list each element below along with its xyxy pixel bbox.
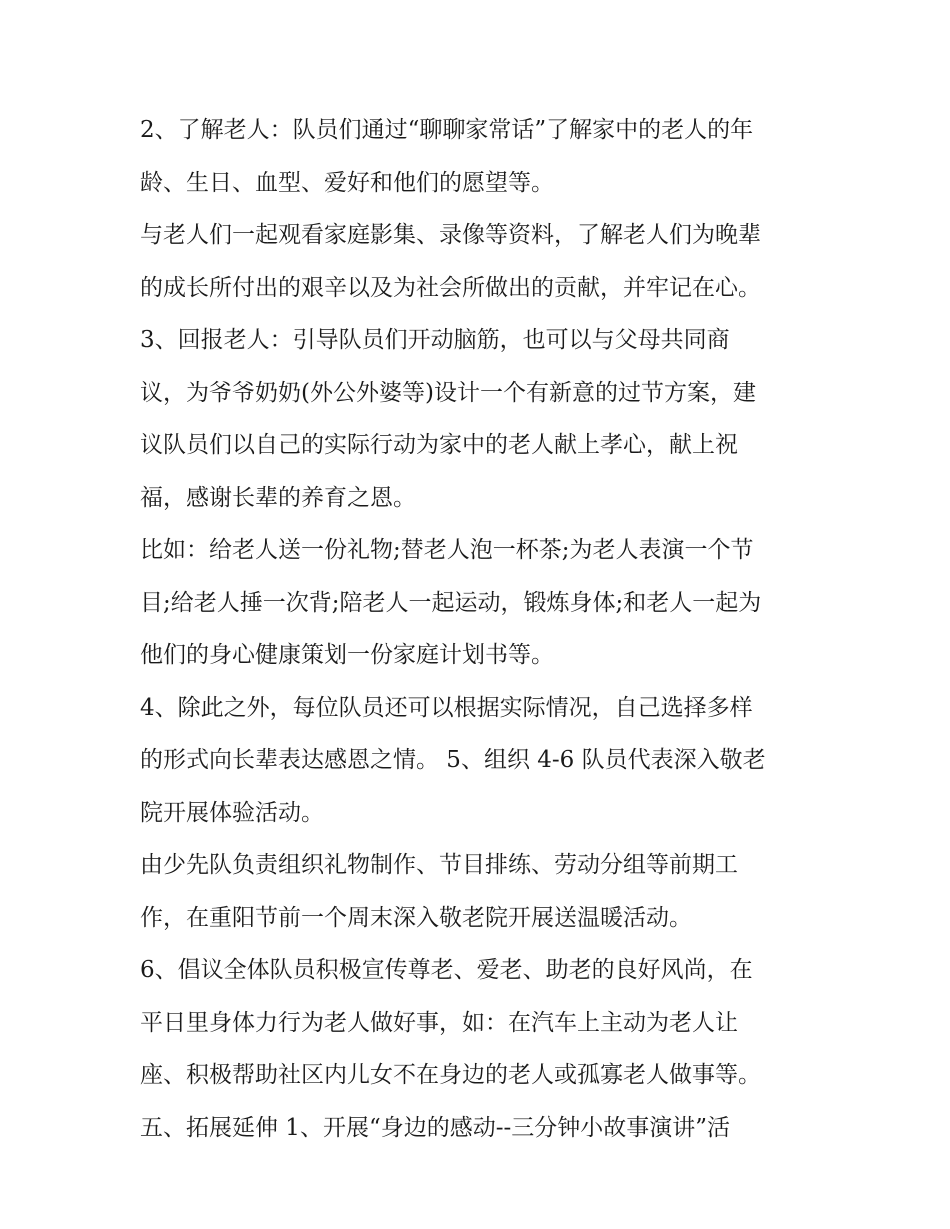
text-line: 与老人们一起观看家庭影集、录像等资料，了解老人们为晚辈 <box>140 222 761 248</box>
document-page <box>140 104 820 1154</box>
paragraph-examples <box>140 524 820 682</box>
text-line: 平日里身体力行为老人做好事，如：在汽车上主动为老人让 <box>140 1009 738 1036</box>
text-line: 3、回报老人：引导队员们开动脑筋，也可以与父母共同商 <box>140 327 730 353</box>
paragraph-pioneers <box>140 839 820 944</box>
paragraph-initiative <box>140 944 820 1102</box>
paragraph-other-forms <box>140 682 820 840</box>
paragraph-know-elders <box>140 104 820 209</box>
text-line: 福，感谢长辈的养育之恩。 <box>140 484 416 511</box>
text-line: 座、积极帮助社区内儿女不在身边的老人或孤寡老人做事等。 <box>140 1062 761 1088</box>
text-line: 院开展体验活动。 <box>140 799 324 826</box>
text-line: 作，在重阳节前一个周末深入敬老院开展送温暖活动。 <box>140 904 692 931</box>
text-line: 由少先队负责组织礼物制作、节目排练、劳动分组等前期工 <box>140 852 738 878</box>
text-line: 比如：给老人送一份礼物;替老人泡一杯茶;为老人表演一个节 <box>140 537 754 563</box>
paragraph-repay-elders <box>140 314 820 524</box>
text-line: 4、除此之外，每位队员还可以根据实际情况，自己选择多样 <box>140 694 753 721</box>
text-line: 他们的身心健康策划一份家庭计划书等。 <box>140 642 554 668</box>
text-line: 2、了解老人：队员们通过“聊聊家常话”了解家中的老人的年 <box>140 117 754 143</box>
text-line: 的形式向长辈表达感恩之情。 5、组织 4-6 队员代表深入敬老 <box>140 747 766 773</box>
text-line: 龄、生日、血型、爱好和他们的愿望等。 <box>140 169 554 196</box>
paragraph-extension <box>140 1102 820 1155</box>
paragraph-watch-albums <box>140 209 820 314</box>
text-line: 五、拓展延伸 1、开展“身边的感动--三分钟小故事演讲”活 <box>140 1114 731 1141</box>
text-line: 目;给老人捶一次背;陪老人一起运动，锻炼身体;和老人一起为 <box>140 589 762 616</box>
text-line: 议，为爷爷奶奶(外公外婆等)设计一个有新意的过节方案，建 <box>140 379 756 406</box>
text-line: 议队员们以自己的实际行动为家中的老人献上孝心，献上祝 <box>140 432 738 458</box>
text-line: 6、倡议全体队员积极宣传尊老、爱老、助老的良好风尚，在 <box>140 957 753 983</box>
text-line: 的成长所付出的艰辛以及为社会所做出的贡献，并牢记在心。 <box>140 274 761 301</box>
